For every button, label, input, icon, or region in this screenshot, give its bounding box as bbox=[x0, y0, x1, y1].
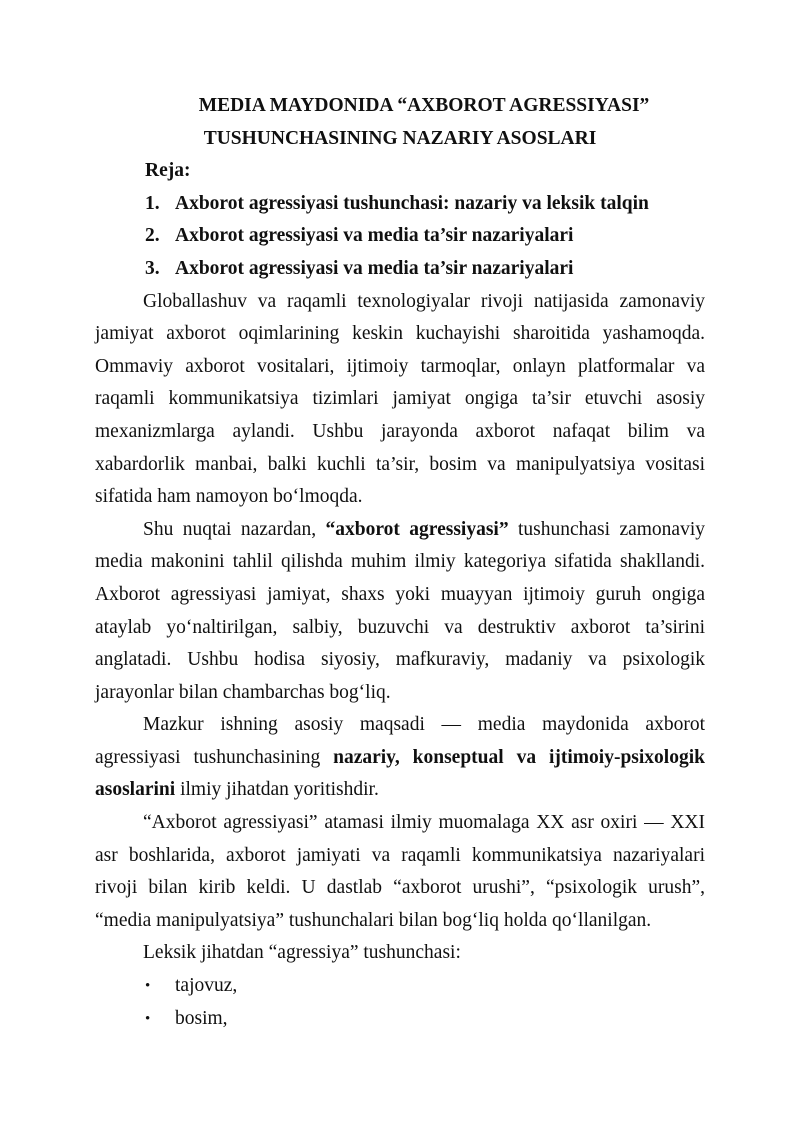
paragraph-term-history bbox=[95, 807, 705, 937]
paragraph-concept-text-1: Shu nuqtai nazardan, bbox=[143, 518, 326, 540]
bullet-item-1-label: tajovuz, bbox=[175, 975, 238, 997]
paragraph-purpose-text-2: ilmiy jihatdan yoritishdir. bbox=[175, 779, 379, 801]
plan-item-2-label: Axborot agressiyasi va media ta’sir nazariyalari bbox=[175, 225, 574, 247]
plan-item-3 bbox=[95, 253, 705, 286]
bullet-item-2 bbox=[95, 1003, 705, 1036]
plan-item-1 bbox=[95, 188, 705, 221]
plan-item-1-label: Axborot agressiyasi tushunchasi: nazariy va leksik talqin bbox=[175, 192, 649, 214]
paragraph-term-history-text: “Axborot agressiyasi” atamasi ilmiy muomalaga XX asr oxiri — XXI asr boshlarida, axborot jamiyati va raqamli kommunikatsiya nazariyalari rivoji bilan kirib keldi. U dastlab “axborot urushi”, “psixologik urush”, “media manipulyatsiya” tushunchalari bilan bog‘liq holda qo‘llanilgan. bbox=[95, 812, 705, 931]
paragraph-lexical-intro-text: Leksik jihatdan “agressiya” tushunchasi: bbox=[143, 942, 461, 964]
paragraph-concept bbox=[95, 514, 705, 710]
paragraph-globalization bbox=[95, 286, 705, 514]
plan-item-2 bbox=[95, 220, 705, 253]
document-title bbox=[95, 90, 705, 155]
paragraph-globalization-text: Globallashuv va raqamli texnologiyalar rivoji natijasida zamonaviy jamiyat axborot oqimlarining keskin kuchayishi sharoitida yashamoqda. Ommaviy axborot vositalari, ijtimoiy tarmoqlar, onlayn platformalar va raqamli kommunikatsiya tizimlari jamiyat ongiga ta’sir etuvchi asosiy mexanizmlarga aylandi. Ushbu jarayonda axborot nafaqat bilim va xabardorlik manbai, balki kuchli ta’sir, bosim va manipulyatsiya vositasi sifatida ham namoyon bo‘lmoqda. bbox=[95, 290, 705, 508]
paragraph-concept-bold-term: “axborot agressiyasi” bbox=[325, 518, 509, 540]
plan-item-1-number: 1. bbox=[145, 192, 160, 214]
plan-heading: Reja: bbox=[145, 160, 191, 182]
plan-item-2-number: 2. bbox=[145, 225, 160, 247]
plan-item-3-label: Axborot agressiyasi va media ta’sir nazariyalari bbox=[175, 257, 574, 279]
title-line-2: TUSHUNCHASINING NAZARIY ASOSLARI bbox=[203, 127, 597, 149]
title-line-1: MEDIA MAYDONIDA “AXBOROT AGRESSIYASI” bbox=[198, 95, 650, 116]
paragraph-purpose-bold-phrase: nazariy, konseptual va ijtimoiy-psixologik asoslarini bbox=[95, 746, 705, 801]
paragraph-purpose-text-1: Mazkur ishning asosiy maqsadi — media maydonida axborot agressiyasi tushunchasining bbox=[95, 714, 705, 768]
plan-item-3-number: 3. bbox=[145, 257, 160, 279]
paragraph-purpose bbox=[95, 709, 705, 807]
bullet-item-2-label: bosim, bbox=[175, 1007, 228, 1029]
paragraph-lexical-intro bbox=[95, 937, 705, 970]
bullet-icon: • bbox=[145, 978, 151, 995]
bullet-icon: • bbox=[145, 1010, 151, 1027]
paragraph-concept-text-2: tushunchasi zamonaviy media makonini tahlil qilishda muhim ilmiy kategoriya sifatida shakllandi. Axborot agressiyasi jamiyat, shaxs yoki muayyan ijtimoiy guruh ongiga ataylab yo‘naltirilgan, salbiy, buzuvchi va destruktiv axborot ta’sirini anglatadi. Ushbu hodisa siyosiy, mafkuraviy, madaniy va psixologik jarayonlar bilan chambarchas bog‘liq. bbox=[95, 518, 705, 703]
bullet-item-1 bbox=[95, 970, 705, 1003]
